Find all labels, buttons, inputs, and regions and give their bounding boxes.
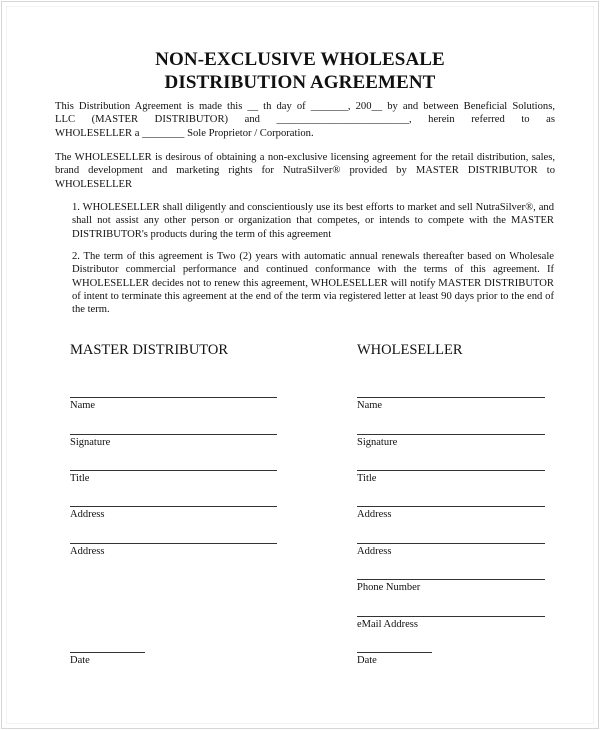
field-label: Date [357,655,377,666]
signature-line[interactable] [70,397,277,398]
master-address-field-1[interactable] [70,506,277,521]
intro-line-2: LLC (MASTER DISTRIBUTOR) and _________________________, herein referred to as [55,114,555,126]
field-label: Phone Number [357,582,421,593]
wholeseller-address-field-2[interactable] [357,543,545,558]
master-date-field[interactable] [70,652,145,667]
master-address-field-2[interactable] [70,543,277,558]
field-label: Address [70,509,105,520]
wholeseller-title-field[interactable] [357,470,545,485]
clause-1: 1. WHOLESELLER shall diligently and conscientiously use its best efforts to market and sell NutraSilver®, and shall not assist any other person or organization that competes, or intends to compete with the MASTER DISTRIBUTOR's products during the term of this agreement [72,202,554,240]
field-label: Name [70,400,96,411]
intro-line-1: This Distribution Agreement is made this __ th day of _______, 200__ by and between Beneficial Solutions, [55,101,555,112]
field-label: Title [357,473,377,484]
wholeseller-signature-field[interactable] [357,434,545,449]
master-distributor-heading: MASTER DISTRIBUTOR [70,342,229,358]
field-label: Address [70,546,105,557]
signature-line[interactable] [357,543,545,544]
signature-line[interactable] [70,543,277,544]
field-label: Address [357,546,392,557]
title-line-2: DISTRIBUTION AGREEMENT [164,72,436,93]
signature-line[interactable] [70,434,277,435]
signature-line[interactable] [357,434,545,435]
signature-line[interactable] [357,579,545,580]
field-label: Signature [70,437,111,448]
signature-line[interactable] [357,652,432,653]
field-label: eMail Address [357,619,418,630]
wholeseller-heading: WHOLESELLER [357,342,463,358]
document-title [0,48,600,94]
field-label: Date [70,655,90,666]
signature-line[interactable] [357,506,545,507]
recital-paragraph: The WHOLESELLER is desirous of obtaining a non-exclusive licensing agreement for the retail distribution, sales, brand development and marketing rights for NutraSilver® provided by MASTER DISTRIBUTOR to WHOLESELLER [55,152,555,190]
intro-line-3: WHOLESELLER a ________ Sole Proprietor / Corporation. [55,127,314,139]
signature-line[interactable] [70,652,145,653]
wholeseller-email-field[interactable] [357,616,545,631]
signature-line[interactable] [357,616,545,617]
master-name-field[interactable] [70,397,277,412]
clause-2: 2. The term of this agreement is Two (2) years with automatic annual renewals thereafter based on Wholesale Distributor commercial performance and continued conformance with the terms of this agreement. If WHOLESELLER decides not to renew this agreement, WHOLESELLER will notify MASTER DISTRIBUTOR of intent to terminate this agreement at the end of the term via registered letter at least 90 days prior to the end of the term. [72,251,554,316]
wholeseller-date-field[interactable] [357,652,432,667]
master-title-field[interactable] [70,470,277,485]
wholeseller-address-field-1[interactable] [357,506,545,521]
signature-line[interactable] [70,470,277,471]
signature-line[interactable] [357,397,545,398]
field-label: Signature [357,437,398,448]
field-label: Address [357,509,392,520]
field-label: Title [70,473,90,484]
signature-line[interactable] [70,506,277,507]
intro-paragraph [55,100,555,140]
wholeseller-phone-field[interactable] [357,579,545,594]
signature-line[interactable] [357,470,545,471]
master-signature-field[interactable] [70,434,277,449]
wholeseller-name-field[interactable] [357,397,545,412]
title-line-1: NON-EXCLUSIVE WHOLESALE [155,49,445,70]
field-label: Name [357,400,383,411]
